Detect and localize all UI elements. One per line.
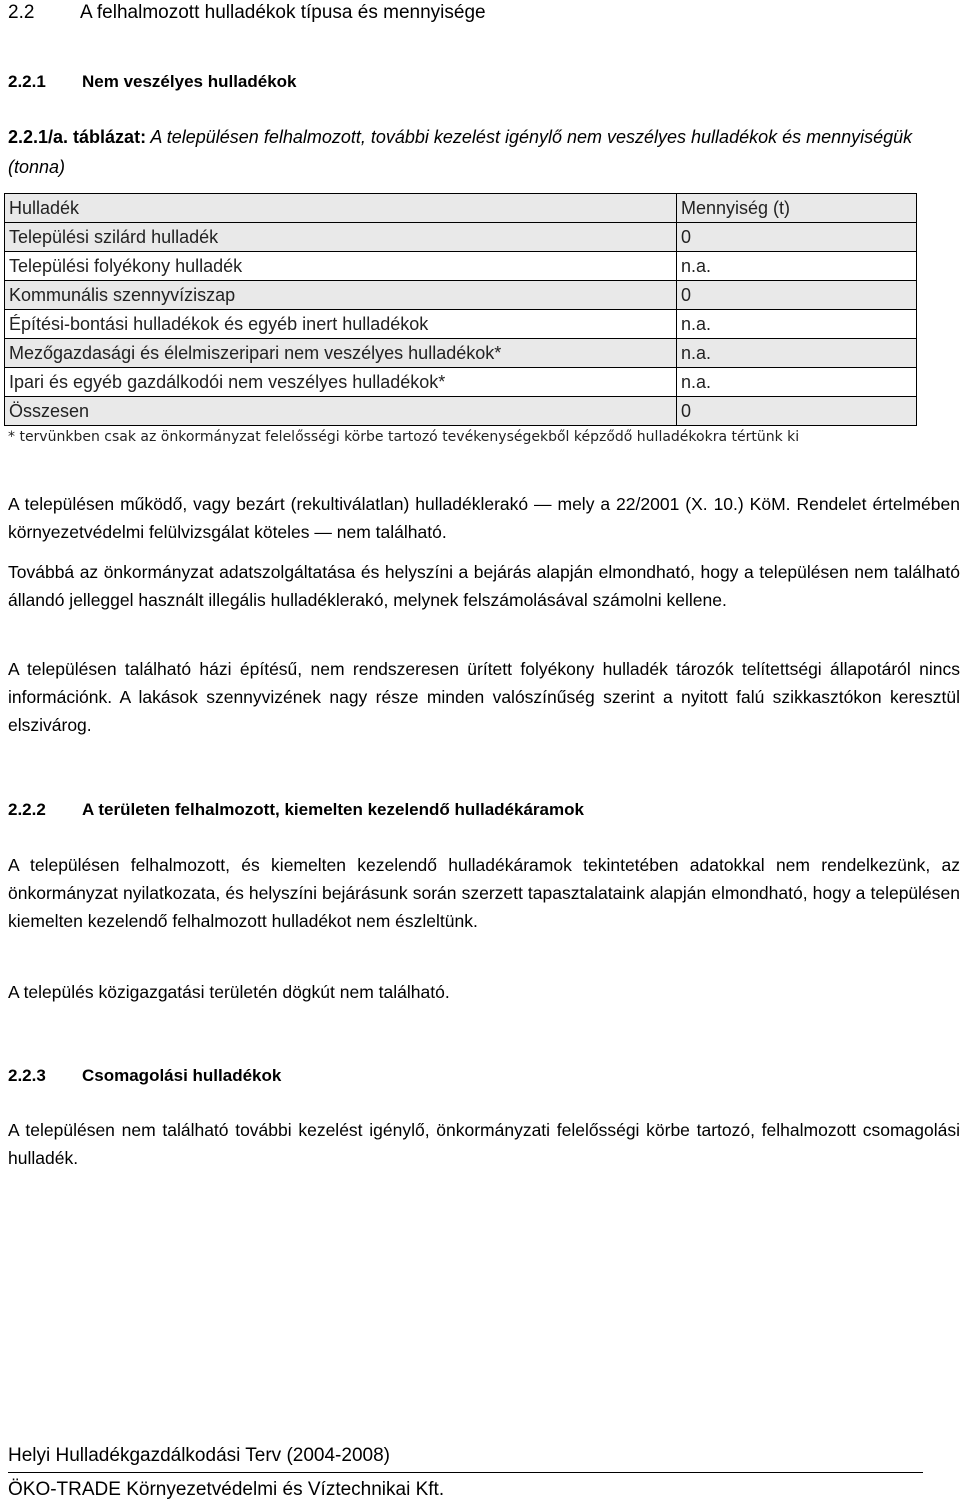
paragraph: A településen működő, vagy bezárt (rekultiválatlan) hulladéklerakó — mely a 22/2001 (X. 10.) KöM. Rendelet értelmében környezetvédelmi felülvizsgálat köteles — nem található.	[8, 494, 960, 542]
footer-divider	[8, 1472, 923, 1473]
subsection-heading-2	[8, 800, 584, 820]
section-title: A felhalmozott hulladékok típusa és mennyisége	[80, 2, 486, 23]
row-value: n.a.	[677, 310, 917, 339]
table-caption-label: 2.2.1/a. táblázat:	[8, 127, 147, 147]
row-name: Kommunális szennyvíziszap	[5, 281, 677, 310]
paragraph: A településen felhalmozott, és kiemelten kezelendő hulladékáramok tekintetében adatokkal nem rendelkezünk, az önkormányzat nyilatkozata, és helyszíni bejárásunk során szerzett tapasztalataink alapján elmondható, hogy a településen kiemelten kezelendő felhalmozott hulladékot nem észleltünk.	[8, 855, 960, 931]
waste-table	[4, 193, 917, 426]
row-name: Települési folyékony hulladék	[5, 252, 677, 281]
footer-title: Helyi Hulladékgazdálkodási Terv (2004-2008)	[8, 1445, 390, 1466]
row-name: Mezőgazdasági és élelmiszeripari nem veszélyes hulladékok*	[5, 339, 677, 368]
subsection-heading-1	[8, 72, 297, 92]
footer-company: ÖKO-TRADE Környezetvédelmi és Víztechnikai Kft.	[8, 1479, 445, 1500]
row-name: Építési-bontási hulladékok és egyéb inert hulladékok	[5, 310, 677, 339]
subsection-title: Csomagolási hulladékok	[82, 1066, 282, 1085]
table-row	[5, 252, 917, 281]
section-number: 2.2	[8, 2, 35, 23]
paragraph: A településen található házi építésű, nem rendszeresen ürített folyékony hulladék tározók telítettségi állapotáról nincs információnk. A lakások szennyvizének nagy része minden valószínűség szerint a nyitott falú szikkasztókon keresztül elszivárog.	[8, 659, 960, 735]
row-value: n.a.	[677, 252, 917, 281]
table-row	[5, 310, 917, 339]
row-value: n.a.	[677, 368, 917, 397]
paragraph: A település közigazgatási területén dögkút nem található.	[8, 982, 450, 1002]
row-value: 0	[677, 397, 917, 426]
paragraph: A településen nem található további kezelést igénylő, önkormányzati felelősségi körbe tartozó, felhalmozott csomagolási hulladék.	[8, 1120, 960, 1168]
table-row	[5, 368, 917, 397]
row-name: Ipari és egyéb gazdálkodói nem veszélyes hulladékok*	[5, 368, 677, 397]
table-row	[5, 281, 917, 310]
paragraph: Továbbá az önkormányzat adatszolgáltatása és helyszíni a bejárás alapján elmondható, hogy a településen nem található állandó jelleggel használt illegális hulladéklerakó, melynek felszámolásával számolni kellene.	[8, 562, 960, 610]
subsection-title: A területen felhalmozott, kiemelten kezelendő hulladékáramok	[82, 800, 584, 819]
subsection-heading-3	[8, 1066, 281, 1086]
table-row	[5, 339, 917, 368]
subsection-title: Nem veszélyes hulladékok	[82, 72, 297, 91]
subsection-number: 2.2.1	[8, 72, 46, 91]
row-name: Települési szilárd hulladék	[5, 223, 677, 252]
table-row	[5, 223, 917, 252]
row-name: Összesen	[5, 397, 677, 426]
header-cell-waste: Hulladék	[5, 194, 677, 223]
row-value: n.a.	[677, 339, 917, 368]
table-caption-text: A településen felhalmozott, további kezelést igénylő nem veszélyes hulladékok és mennyiségük (tonna)	[8, 127, 913, 177]
subsection-number: 2.2.2	[8, 800, 46, 819]
row-value: 0	[677, 223, 917, 252]
subsection-number: 2.2.3	[8, 1066, 46, 1085]
header-cell-quantity: Mennyiség (t)	[677, 194, 917, 223]
table-total-row	[5, 397, 917, 426]
section-heading	[8, 2, 486, 24]
row-value: 0	[677, 281, 917, 310]
table-caption	[8, 122, 953, 182]
table-header-row	[5, 194, 917, 223]
table-footnote: * tervünkben csak az önkormányzat felelősségi körbe tartozó tevékenységekből képződő hulladékokra tértünk ki	[8, 429, 800, 445]
